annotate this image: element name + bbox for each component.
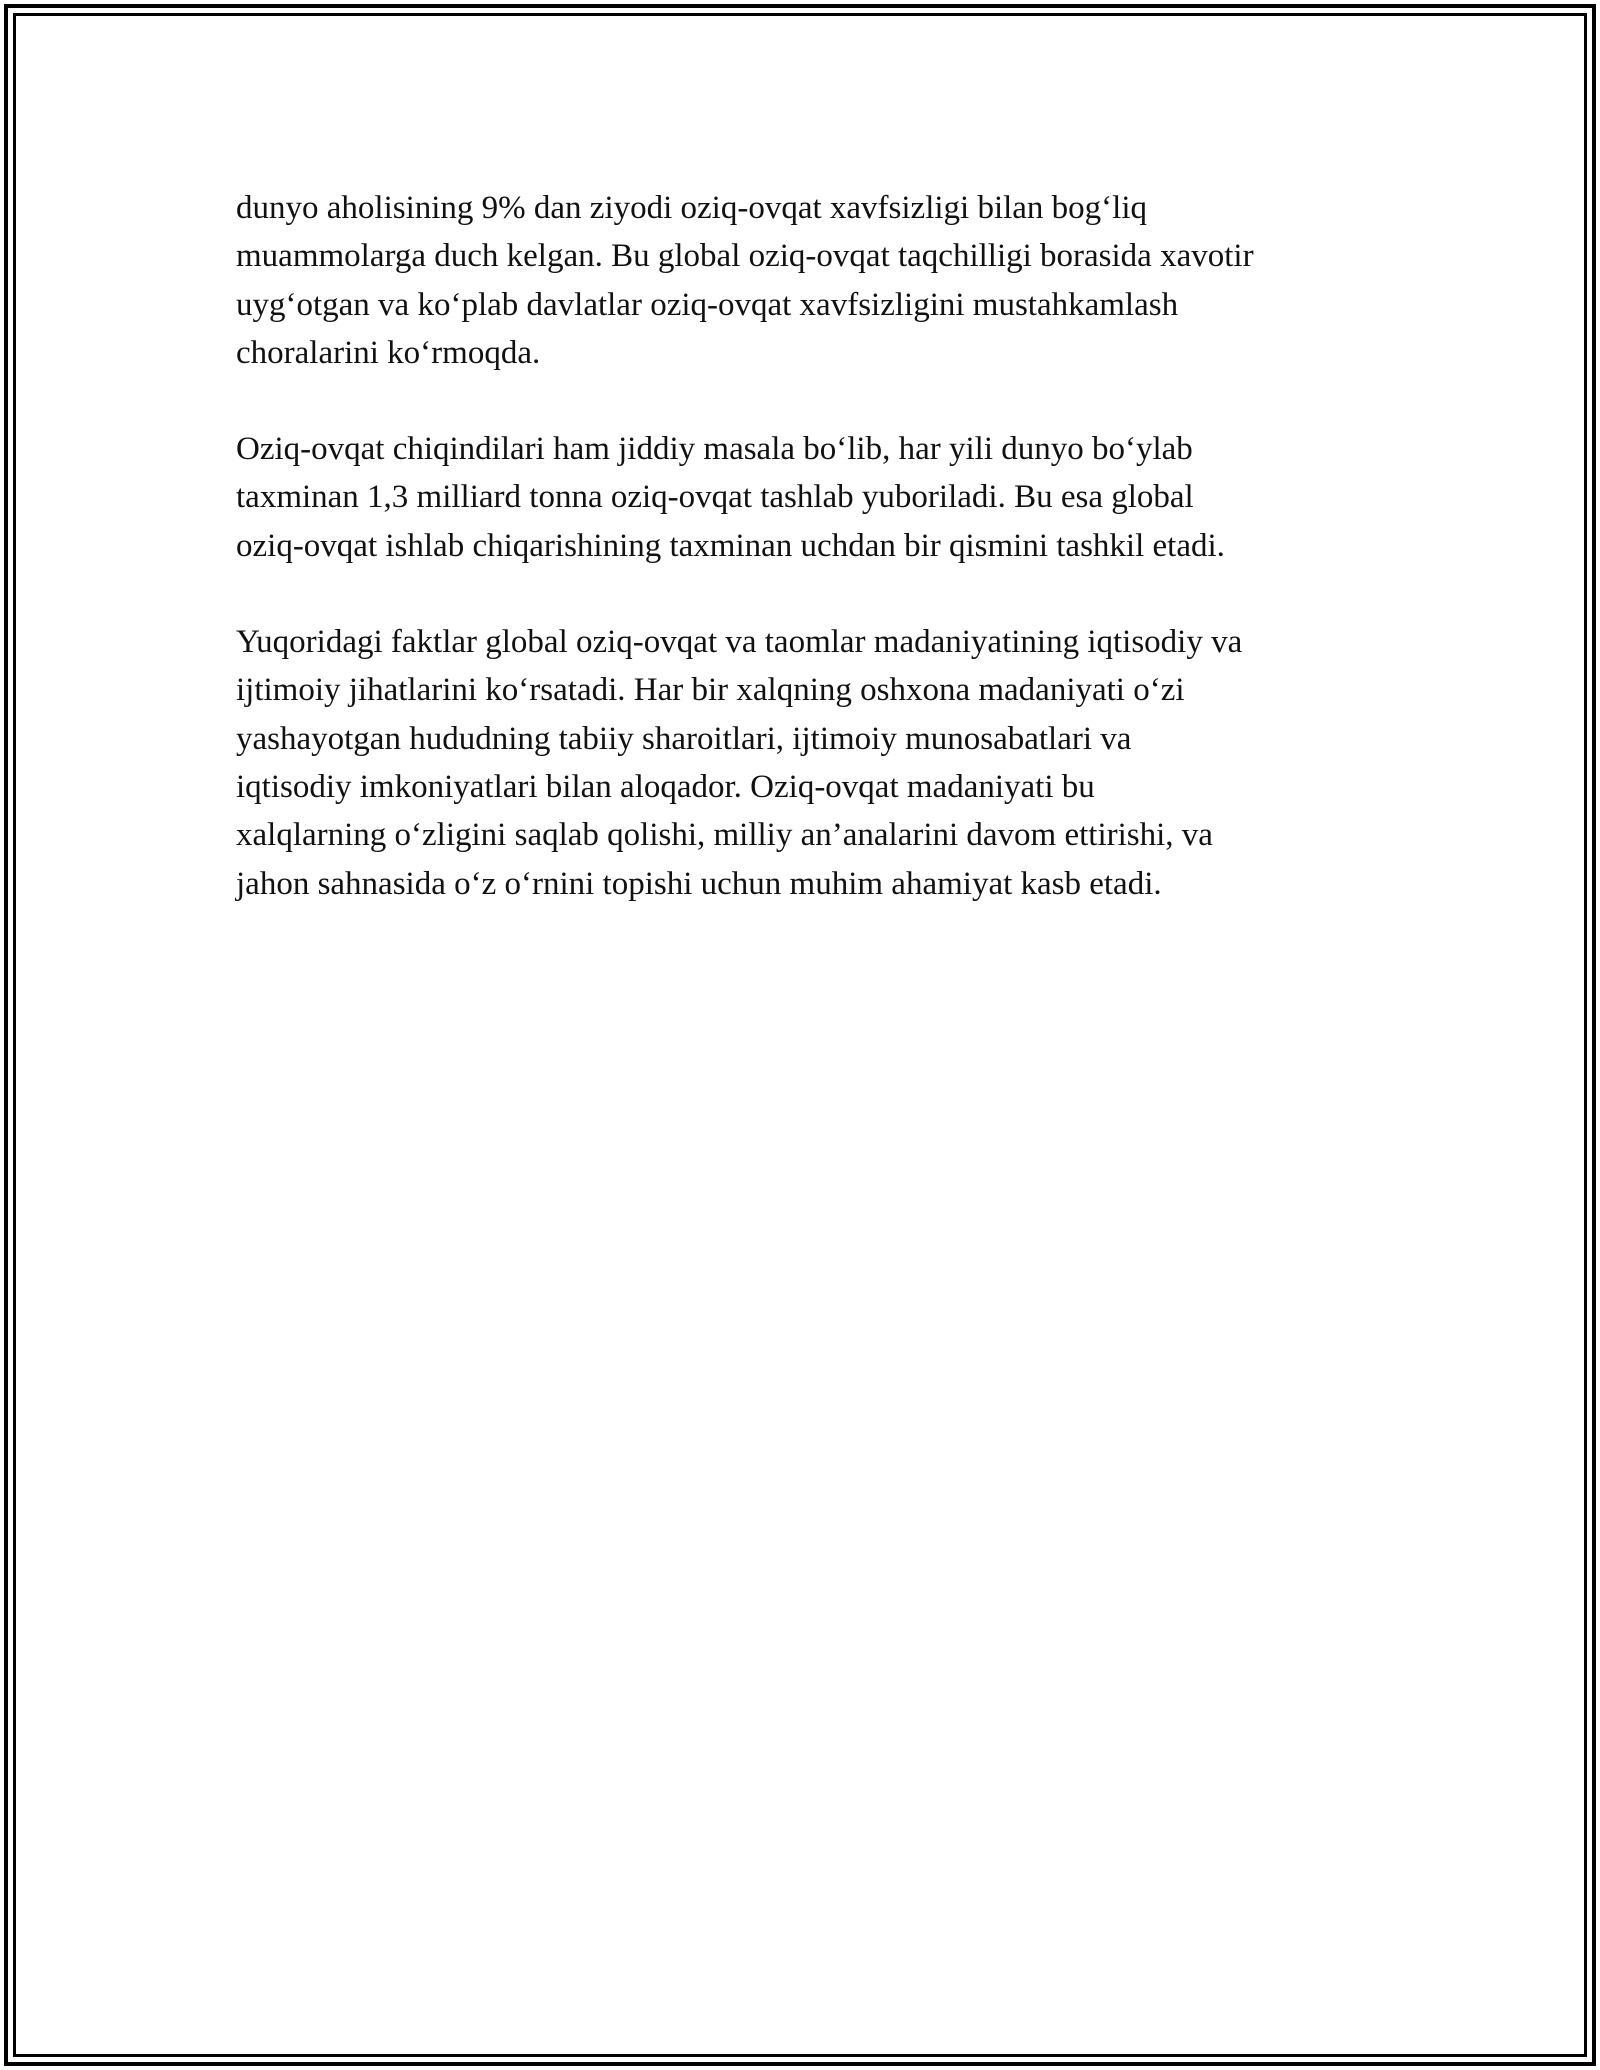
text-line: muammolarga duch kelgan. Bu global oziq-ovqat taqchilligi borasida xavotir [236, 238, 1254, 275]
text-line: taxminan 1,3 milliard tonna oziq-ovqat tashlab yuboriladi. Bu esa global [236, 479, 1194, 516]
text-line: jahon sahnasida o‘z o‘rnini topishi uchun muhim ahamiyat kasb etadi. [236, 865, 1162, 902]
text-line: uyg‘otgan va ko‘plab davlatlar oziq-ovqat xavfsizligini mustahkamlash [236, 286, 1179, 323]
text-line: ijtimoiy jihatlarini ko‘rsatadi. Har bir xalqning oshxona madaniyati o‘zi [236, 672, 1185, 709]
text-line: dunyo aholisining 9% dan ziyodi oziq-ovqat xavfsizligi bilan bog‘liq [236, 190, 1148, 226]
document-body [236, 184, 1416, 956]
text-line: iqtisodiy imkoniyatlari bilan aloqador. Oziq-ovqat madaniyati bu [236, 768, 1095, 805]
paragraph-food-waste [236, 425, 1416, 570]
text-line: oziq-ovqat ishlab chiqarishining taxminan uchdan bir qismini tashkil etadi. [236, 527, 1225, 564]
paragraph-food-insecurity [236, 184, 1416, 377]
text-line: Oziq-ovqat chiqindilari ham jiddiy masala bo‘lib, har yili dunyo bo‘ylab [236, 431, 1193, 468]
text-line: yashayotgan hududning tabiiy sharoitlari, ijtimoiy munosabatlari va [236, 720, 1132, 757]
paragraph-food-culture [236, 618, 1416, 908]
text-line: choralarini ko‘rmoqda. [236, 334, 541, 371]
text-line: xalqlarning o‘zligini saqlab qolishi, milliy an’analarini davom ettirishi, va [236, 817, 1213, 854]
text-line: Yuqoridagi faktlar global oziq-ovqat va taomlar madaniyatining iqtisodiy va [236, 624, 1243, 661]
